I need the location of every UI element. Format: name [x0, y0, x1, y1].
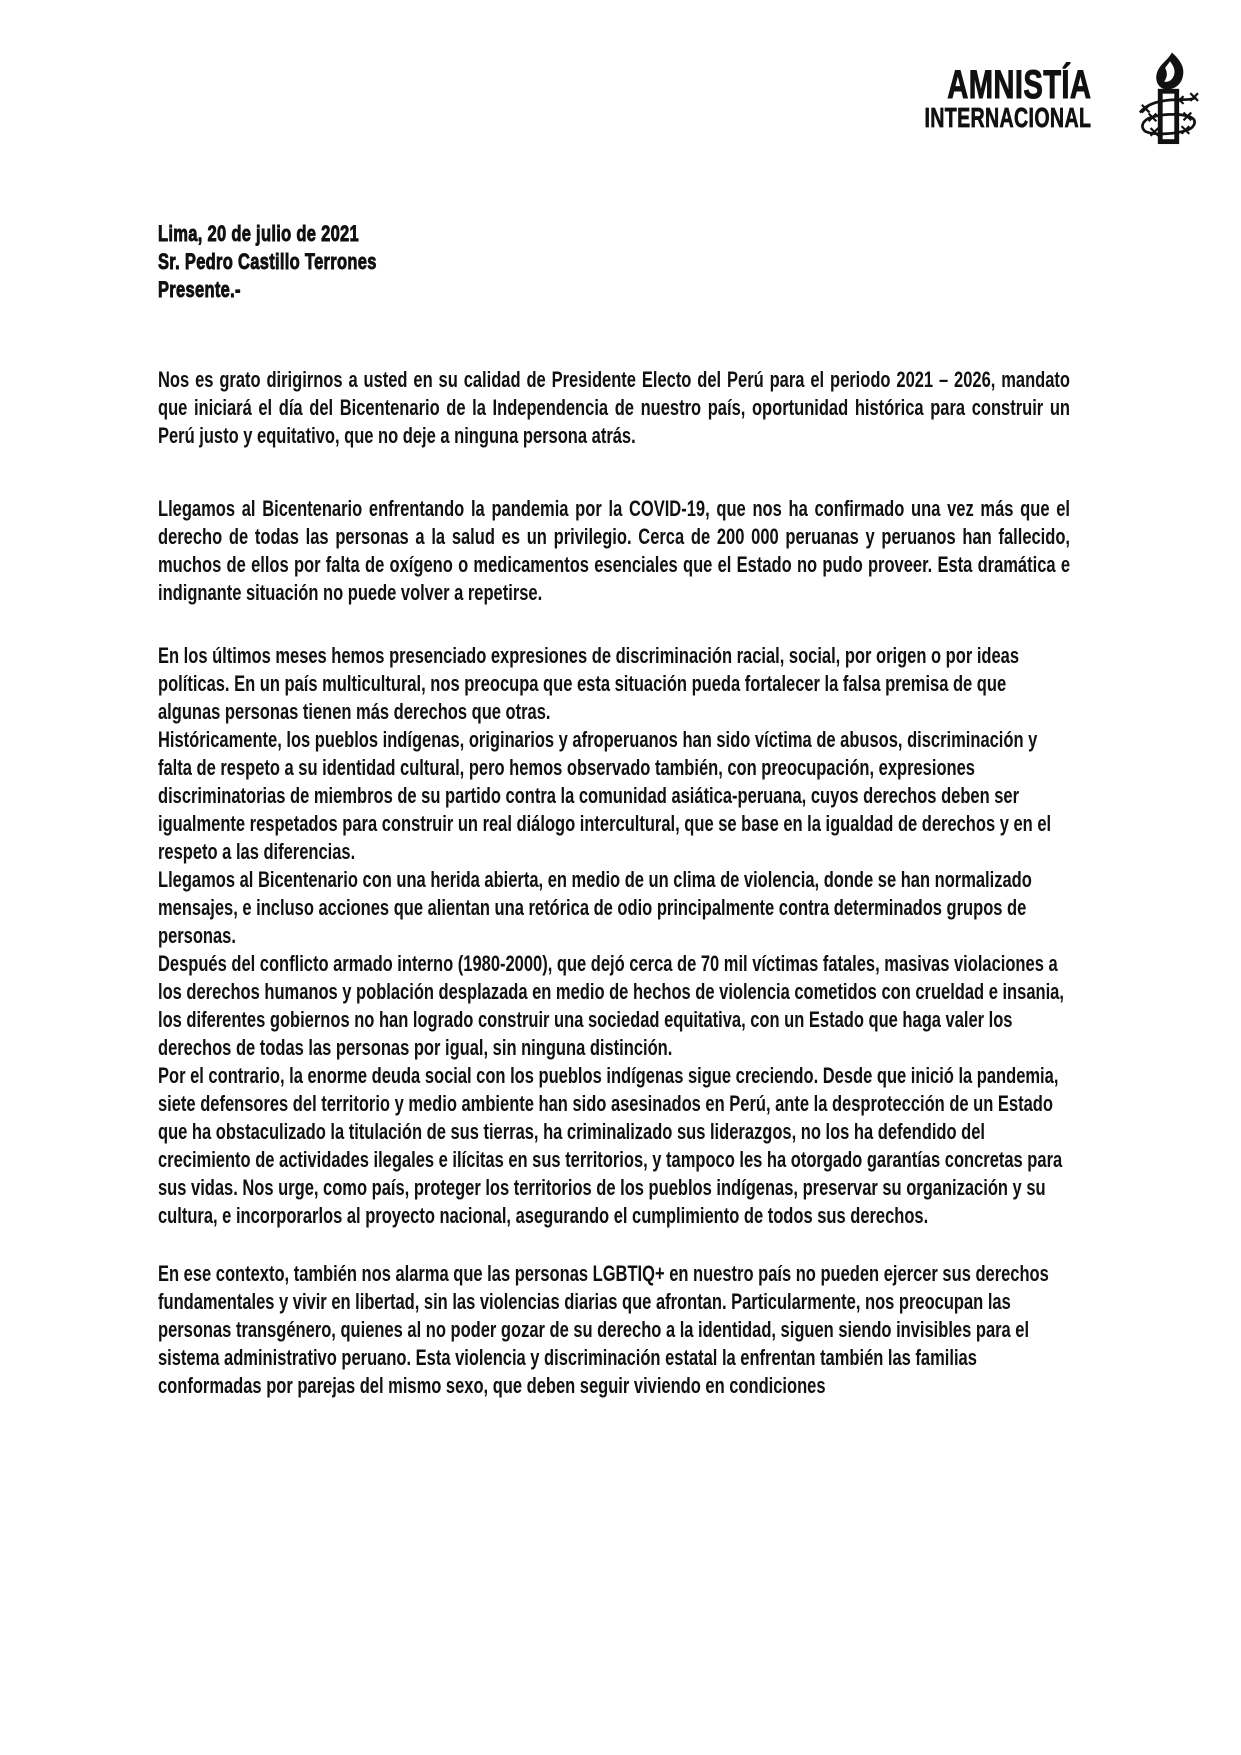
- amnesty-logo: [853, 52, 1199, 146]
- letter-paragraph-4: Históricamente, los pueblos indígenas, originarios y afroperuanos han sido víctima de abusos, discriminación y falta de respeto a su identidad cultural, pero hemos observado también, con preocupación, expresiones discriminatorias de miembros de su partido contra la comunidad asiática-peruana, cuyos derechos deben ser igualmente respetados para construir un real diálogo intercultural, que se base en la igualdad de derechos y en el respeto a las diferencias.: [158, 727, 1052, 864]
- logo-wordmark-line1: AMNISTÍA: [946, 63, 1091, 107]
- letter-recipient: Sr. Pedro Castillo Terrones: [158, 249, 377, 274]
- letter-paragraph-6: Después del conflicto armado interno (1980-2000), que dejó cerca de 70 mil víctimas fatales, masivas violaciones a los derechos humanos y población desplazada en medio de hechos de violencia cometidos con crueldad e insania, los diferentes gobiernos no han logrado construir una sociedad equitativa, con un Estado que haga valer los derechos de todas las personas por igual, sin ninguna distinción.: [158, 951, 1064, 1060]
- letter-paragraph-7: Por el contrario, la enorme deuda social con los pueblos indígenas sigue creciendo. Desde que inició la pandemia, siete defensores del territorio y medio ambiente han sido asesinados en Perú, ante la desprotección de un Estado que ha obstaculizado la titulación de sus tierras, ha criminalizado sus liderazgos, no los ha defendido del crecimiento de actividades ilegales e ilícitas en sus territorios, y tampoco les ha otorgado garantías concretas para sus vidas. Nos urge, como país, proteger los territorios de los pueblos indígenas, preservar su organización y su cultura, e incorporarlos al proyecto nacional, asegurando el cumplimiento de todos sus derechos.: [158, 1063, 1063, 1228]
- letter-paragraph-8: En ese contexto, también nos alarma que las personas LGBTIQ+ en nuestro país no pueden ejercer sus derechos fundamentales y vivir en libertad, sin las violencias diarias que afrontan. Particularmente, nos preocupan las personas transgénero, quienes al no poder gozar de su derecho a la identidad, siguen siendo invisibles para el sistema administrativo peruano. Esta violencia y discriminación estatal la enfrentan también las familias conformadas por parejas del mismo sexo, que deben seguir viviendo en condiciones: [158, 1261, 1049, 1398]
- letter-body: [158, 220, 1070, 1400]
- letter-paragraph-2: Llegamos al Bicentenario enfrentando la pandemia por la COVID-19, que nos ha confirmado una vez más que el derecho de todas las personas a la salud es un privilegio. Cerca de 200 000 peruanas y peruanos han fallecido, muchos de ellos por falta de oxígeno o medicamentos esenciales que el Estado no pudo proveer. Esta dramática e indignante situación no puede volver a repetirse.: [158, 496, 1070, 605]
- logo-wordmark-line2: INTERNACIONAL: [924, 102, 1091, 133]
- letter-salutation: Presente.-: [158, 277, 241, 302]
- letter-date: Lima, 20 de julio de 2021: [158, 221, 359, 246]
- letter-paragraph-3: En los últimos meses hemos presenciado expresiones de discriminación racial, social, por origen o por ideas políticas. En un país multicultural, nos preocupa que esta situación pueda fortalecer la falsa premisa de que algunas personas tienen más derechos que otras.: [158, 643, 1020, 724]
- candle-barbed-wire-icon: [1137, 52, 1199, 146]
- letter-paragraph-1: Nos es grato dirigirnos a usted en su calidad de Presidente Electo del Perú para el periodo 2021 – 2026, mandato que iniciará el día del Bicentenario de la Independencia de nuestro país, oportunidad histórica para construir un Perú justo y equitativo, que no deje a ninguna persona atrás.: [158, 367, 1070, 448]
- amnesty-wordmark: [853, 63, 1091, 133]
- letter-paragraph-5: Llegamos al Bicentenario con una herida abierta, en medio de un clima de violencia, donde se han normalizado mensajes, e incluso acciones que alientan una retórica de odio principalmente contra determinados grupos de personas.: [158, 867, 1032, 948]
